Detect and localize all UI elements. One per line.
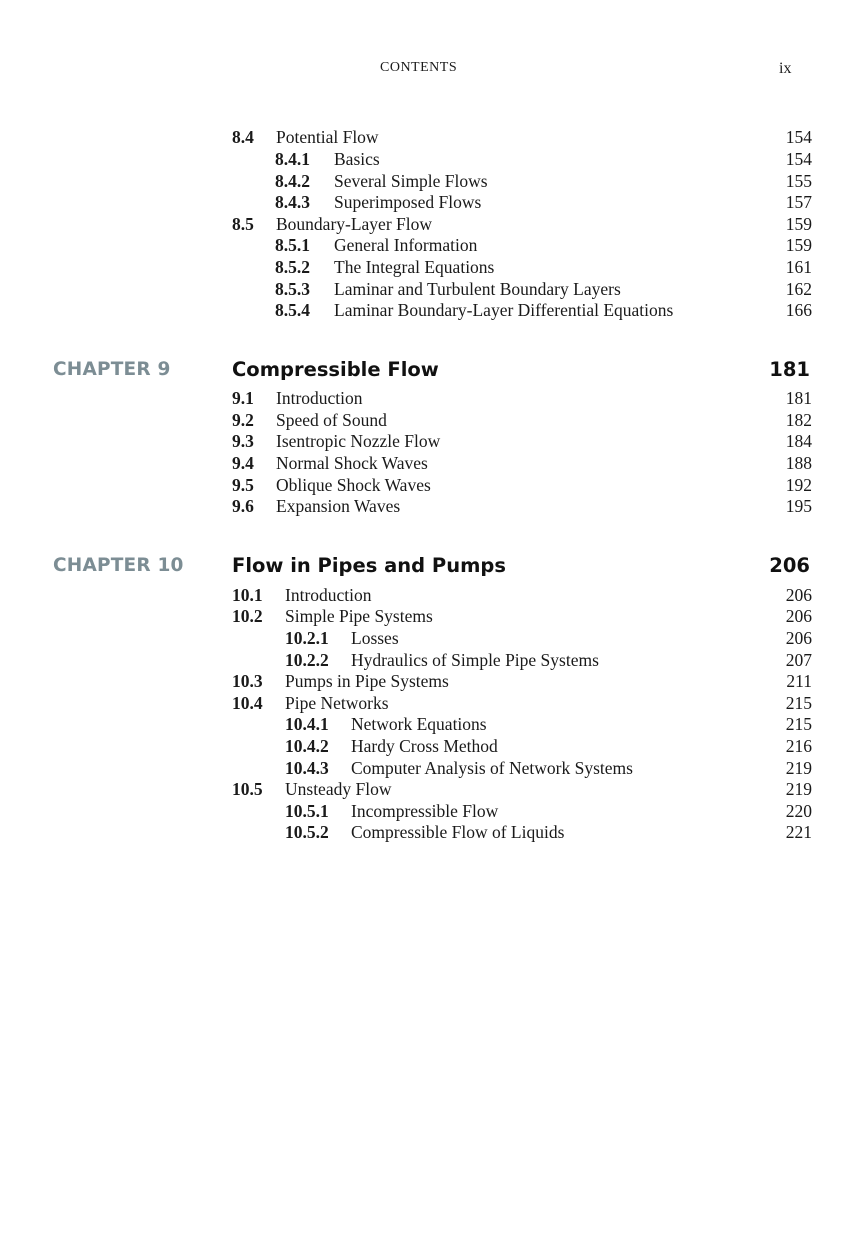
entry-page: 215 xyxy=(785,714,812,734)
toc-subentry[interactable] xyxy=(285,757,812,779)
entry-page: 195 xyxy=(785,496,812,516)
entry-page: 161 xyxy=(785,257,812,277)
entry-page: 154 xyxy=(785,149,812,169)
entry-page: 154 xyxy=(785,127,812,147)
entry-title: Hydraulics of Simple Pipe Systems xyxy=(351,650,599,670)
entry-number: 8.5 xyxy=(232,214,254,234)
entry-title: Pumps in Pipe Systems xyxy=(285,671,449,691)
entry-page: 155 xyxy=(785,171,812,191)
entry-page: 184 xyxy=(785,431,812,451)
entry-page: 206 xyxy=(785,628,812,648)
entry-page: 206 xyxy=(785,606,812,626)
toc-subentry[interactable] xyxy=(285,713,812,735)
entry-title: Potential Flow xyxy=(276,127,379,147)
entry-number: 10.5.1 xyxy=(285,801,329,821)
entry-page: 220 xyxy=(785,801,812,821)
entry-title: Isentropic Nozzle Flow xyxy=(276,431,441,451)
entry-number: 8.4 xyxy=(232,127,254,147)
entry-title: Pipe Networks xyxy=(285,693,389,713)
running-title: CONTENTS xyxy=(380,60,458,75)
toc-entry[interactable] xyxy=(232,387,812,409)
toc-subentry[interactable] xyxy=(275,299,812,321)
entry-title: Compressible Flow of Liquids xyxy=(351,822,565,842)
entry-title: Incompressible Flow xyxy=(351,801,499,821)
entry-page: 211 xyxy=(786,671,812,691)
toc-entry[interactable] xyxy=(232,126,812,148)
entry-page: 219 xyxy=(785,758,812,778)
entry-number: 9.3 xyxy=(232,431,254,451)
toc-entry[interactable] xyxy=(232,692,812,714)
entry-number: 8.4.3 xyxy=(275,192,310,212)
toc-entry[interactable] xyxy=(232,584,812,606)
entry-number: 8.5.3 xyxy=(275,279,310,299)
entry-title: Speed of Sound xyxy=(276,410,387,430)
entry-page: 215 xyxy=(785,693,812,713)
chapter-heading[interactable] xyxy=(0,551,860,581)
chapter-title: Compressible Flow xyxy=(232,358,439,381)
entry-title: Oblique Shock Waves xyxy=(276,475,431,495)
entry-number: 8.4.1 xyxy=(275,149,310,169)
toc-entry[interactable] xyxy=(232,430,812,452)
entry-title: Network Equations xyxy=(351,714,487,734)
entry-number: 9.6 xyxy=(232,496,254,516)
entry-number: 10.4.3 xyxy=(285,758,329,778)
entry-title: Introduction xyxy=(285,585,372,605)
entry-title: Normal Shock Waves xyxy=(276,453,428,473)
entry-title: Simple Pipe Systems xyxy=(285,606,433,626)
toc-entry[interactable] xyxy=(232,409,812,431)
entry-title: Superimposed Flows xyxy=(334,192,482,212)
entry-page: 159 xyxy=(785,214,812,234)
entry-page: 159 xyxy=(785,235,812,255)
toc-entry[interactable] xyxy=(232,670,812,692)
entry-number: 10.4.1 xyxy=(285,714,329,734)
running-page-number: ix xyxy=(779,60,792,77)
toc-entry[interactable] xyxy=(232,474,812,496)
entry-number: 9.4 xyxy=(232,453,254,473)
chapter-heading[interactable] xyxy=(0,355,860,385)
entry-page: 188 xyxy=(785,453,812,473)
entry-number: 10.2.1 xyxy=(285,628,329,648)
toc-entry[interactable] xyxy=(232,452,812,474)
entry-page: 162 xyxy=(785,279,812,299)
toc-subentry[interactable] xyxy=(275,256,812,278)
entry-title: Several Simple Flows xyxy=(334,171,488,191)
entry-number: 10.1 xyxy=(232,585,263,605)
entry-page: 192 xyxy=(785,475,812,495)
toc-subentry[interactable] xyxy=(285,649,812,671)
toc-subentry[interactable] xyxy=(285,821,812,843)
entry-title: Hardy Cross Method xyxy=(351,736,498,756)
entry-title: Unsteady Flow xyxy=(285,779,392,799)
entry-number: 10.2 xyxy=(232,606,263,626)
toc-entry[interactable] xyxy=(232,495,812,517)
entry-number: 10.5 xyxy=(232,779,263,799)
toc-subentry[interactable] xyxy=(285,800,812,822)
toc-subentry[interactable] xyxy=(285,735,812,757)
entry-title: Losses xyxy=(351,628,399,648)
entry-page: 182 xyxy=(785,410,812,430)
entry-number: 10.3 xyxy=(232,671,263,691)
running-header xyxy=(0,60,860,82)
entry-title: General Information xyxy=(334,235,478,255)
entry-page: 181 xyxy=(785,388,812,408)
chapter-label: CHAPTER 9 xyxy=(53,359,171,380)
entry-title: Basics xyxy=(334,149,380,169)
entry-page: 221 xyxy=(785,822,812,842)
entry-title: Expansion Waves xyxy=(276,496,401,516)
entry-page: 207 xyxy=(785,650,812,670)
chapter-title: Flow in Pipes and Pumps xyxy=(232,554,506,577)
entry-page: 206 xyxy=(785,585,812,605)
entry-number: 9.5 xyxy=(232,475,254,495)
toc-subentry[interactable] xyxy=(275,278,812,300)
entry-number: 8.5.2 xyxy=(275,257,310,277)
toc-entry[interactable] xyxy=(232,605,812,627)
entry-page: 216 xyxy=(785,736,812,756)
chapter-label: CHAPTER 10 xyxy=(53,555,184,576)
toc-subentry[interactable] xyxy=(285,627,812,649)
entry-title: The Integral Equations xyxy=(334,257,495,277)
entry-title: Laminar and Turbulent Boundary Layers xyxy=(334,279,621,299)
chapter-page: 206 xyxy=(769,554,810,577)
entry-number: 10.4.2 xyxy=(285,736,329,756)
toc-subentry[interactable] xyxy=(275,234,812,256)
chapter-page: 181 xyxy=(769,358,810,381)
entry-number: 10.2.2 xyxy=(285,650,329,670)
entry-page: 219 xyxy=(785,779,812,799)
entry-number: 8.5.4 xyxy=(275,300,310,320)
entry-number: 9.2 xyxy=(232,410,254,430)
entry-title: Computer Analysis of Network Systems xyxy=(351,758,633,778)
entry-title: Laminar Boundary-Layer Differential Equations xyxy=(334,300,674,320)
toc-subentry[interactable] xyxy=(275,148,812,170)
entry-page: 157 xyxy=(785,192,812,212)
entry-number: 8.4.2 xyxy=(275,171,310,191)
toc-entry[interactable] xyxy=(232,213,812,235)
entry-number: 10.5.2 xyxy=(285,822,329,842)
toc-entry[interactable] xyxy=(232,778,812,800)
entry-page: 166 xyxy=(785,300,812,320)
entry-number: 8.5.1 xyxy=(275,235,310,255)
entry-title: Boundary-Layer Flow xyxy=(276,214,433,234)
entry-title: Introduction xyxy=(276,388,363,408)
toc-subentry[interactable] xyxy=(275,170,812,192)
entry-number: 9.1 xyxy=(232,388,254,408)
toc-subentry[interactable] xyxy=(275,191,812,213)
entry-number: 10.4 xyxy=(232,693,263,713)
